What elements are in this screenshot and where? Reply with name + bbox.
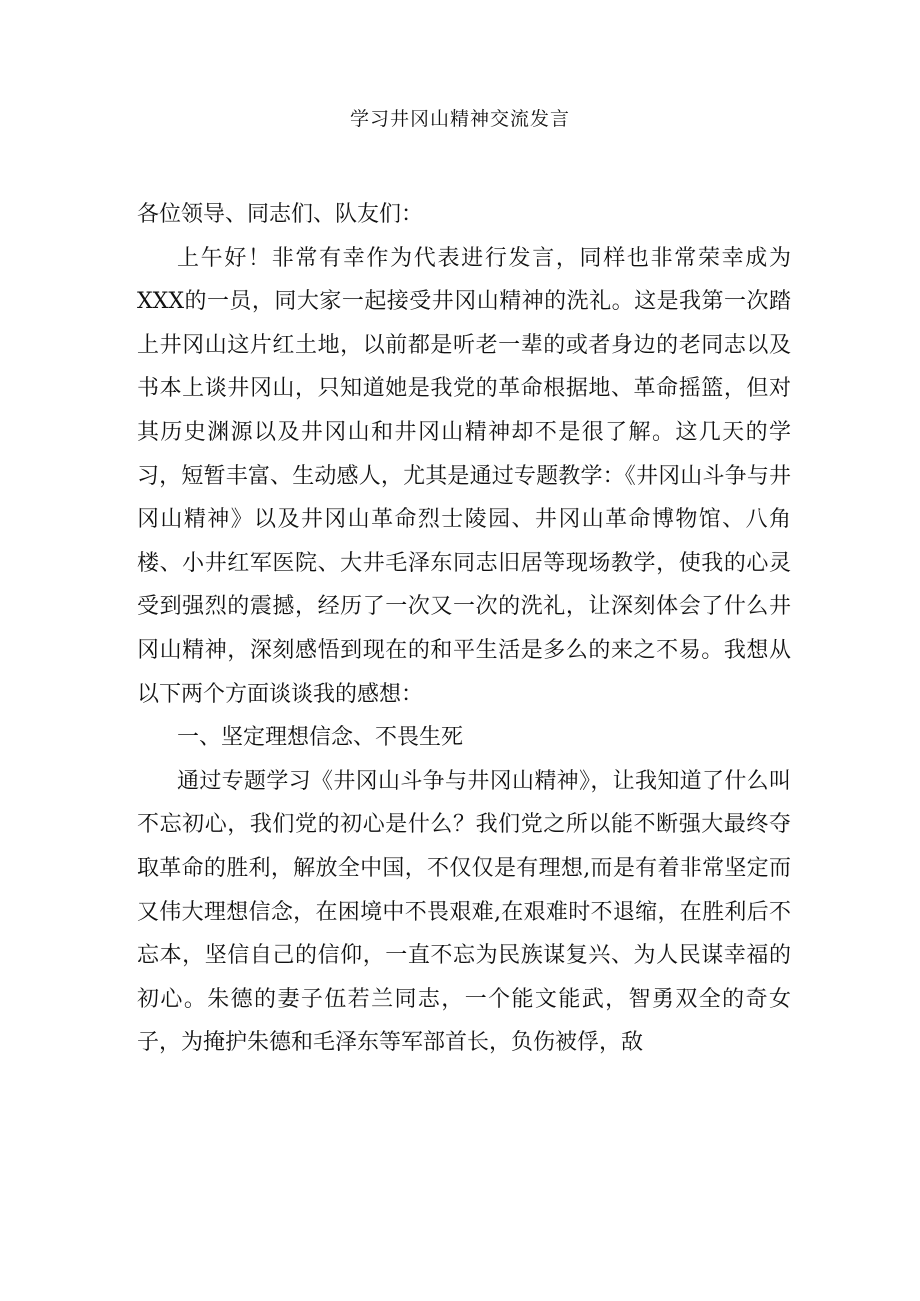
paragraph-section-1: 通过专题学习《井冈山斗争与井冈山精神》，让我知道了什么叫不忘初心，我们党的初心是什么？我们党之所以能不断强大最终夺取革命的胜利，解放全中国，不仅仅是有理想,而是有着非常坚定而又伟大理想信念，在困境中不畏艰难,在艰难时不退缩，在胜利后不忘本，坚信自己的信仰，一直不忘为民族谋复兴、为人民谋幸福的初心。朱德的妻子伍若兰同志，一个能文能武，智勇双全的奇女子，为掩护朱德和毛泽东等军部首长，负伤被俘，敌 bbox=[137, 768, 791, 1056]
document-title: 学习井冈山精神交流发言 bbox=[349, 108, 570, 130]
document-body bbox=[137, 193, 791, 1065]
section-heading-1: 一、坚定理想信念、不畏生死 bbox=[177, 725, 464, 751]
salutation: 各位领导、同志们、队友们： bbox=[137, 202, 424, 227]
paragraph-greeting: 上午好！非常有幸作为代表进行发言，同样也非常荣幸成为XXX的一员，同大家一起接受井冈山精神的洗礼。这是我第一次踏上井冈山这片红土地，以前都是听老一辈的或者身边的老同志以及书本上谈井冈山，只知道她是我党的革命根据地、革命摇篮，但对其历史渊源以及井冈山和井冈山精神却不是很了解。这几天的学习，短暂丰富、生动感人，尤其是通过专题教学：《井冈山斗争与井冈山精神》以及井冈山革命烈士陵园、井冈山革命博物馆、八角楼、小井红军医院、大井毛泽东同志旧居等现场教学，使我的心灵受到强烈的震撼，经历了一次又一次的洗礼，让深刻体会了什么井冈山精神，深刻感悟到现在的和平生活是多么的来之不易。我想从以下两个方面谈谈我的感想： bbox=[137, 245, 791, 707]
